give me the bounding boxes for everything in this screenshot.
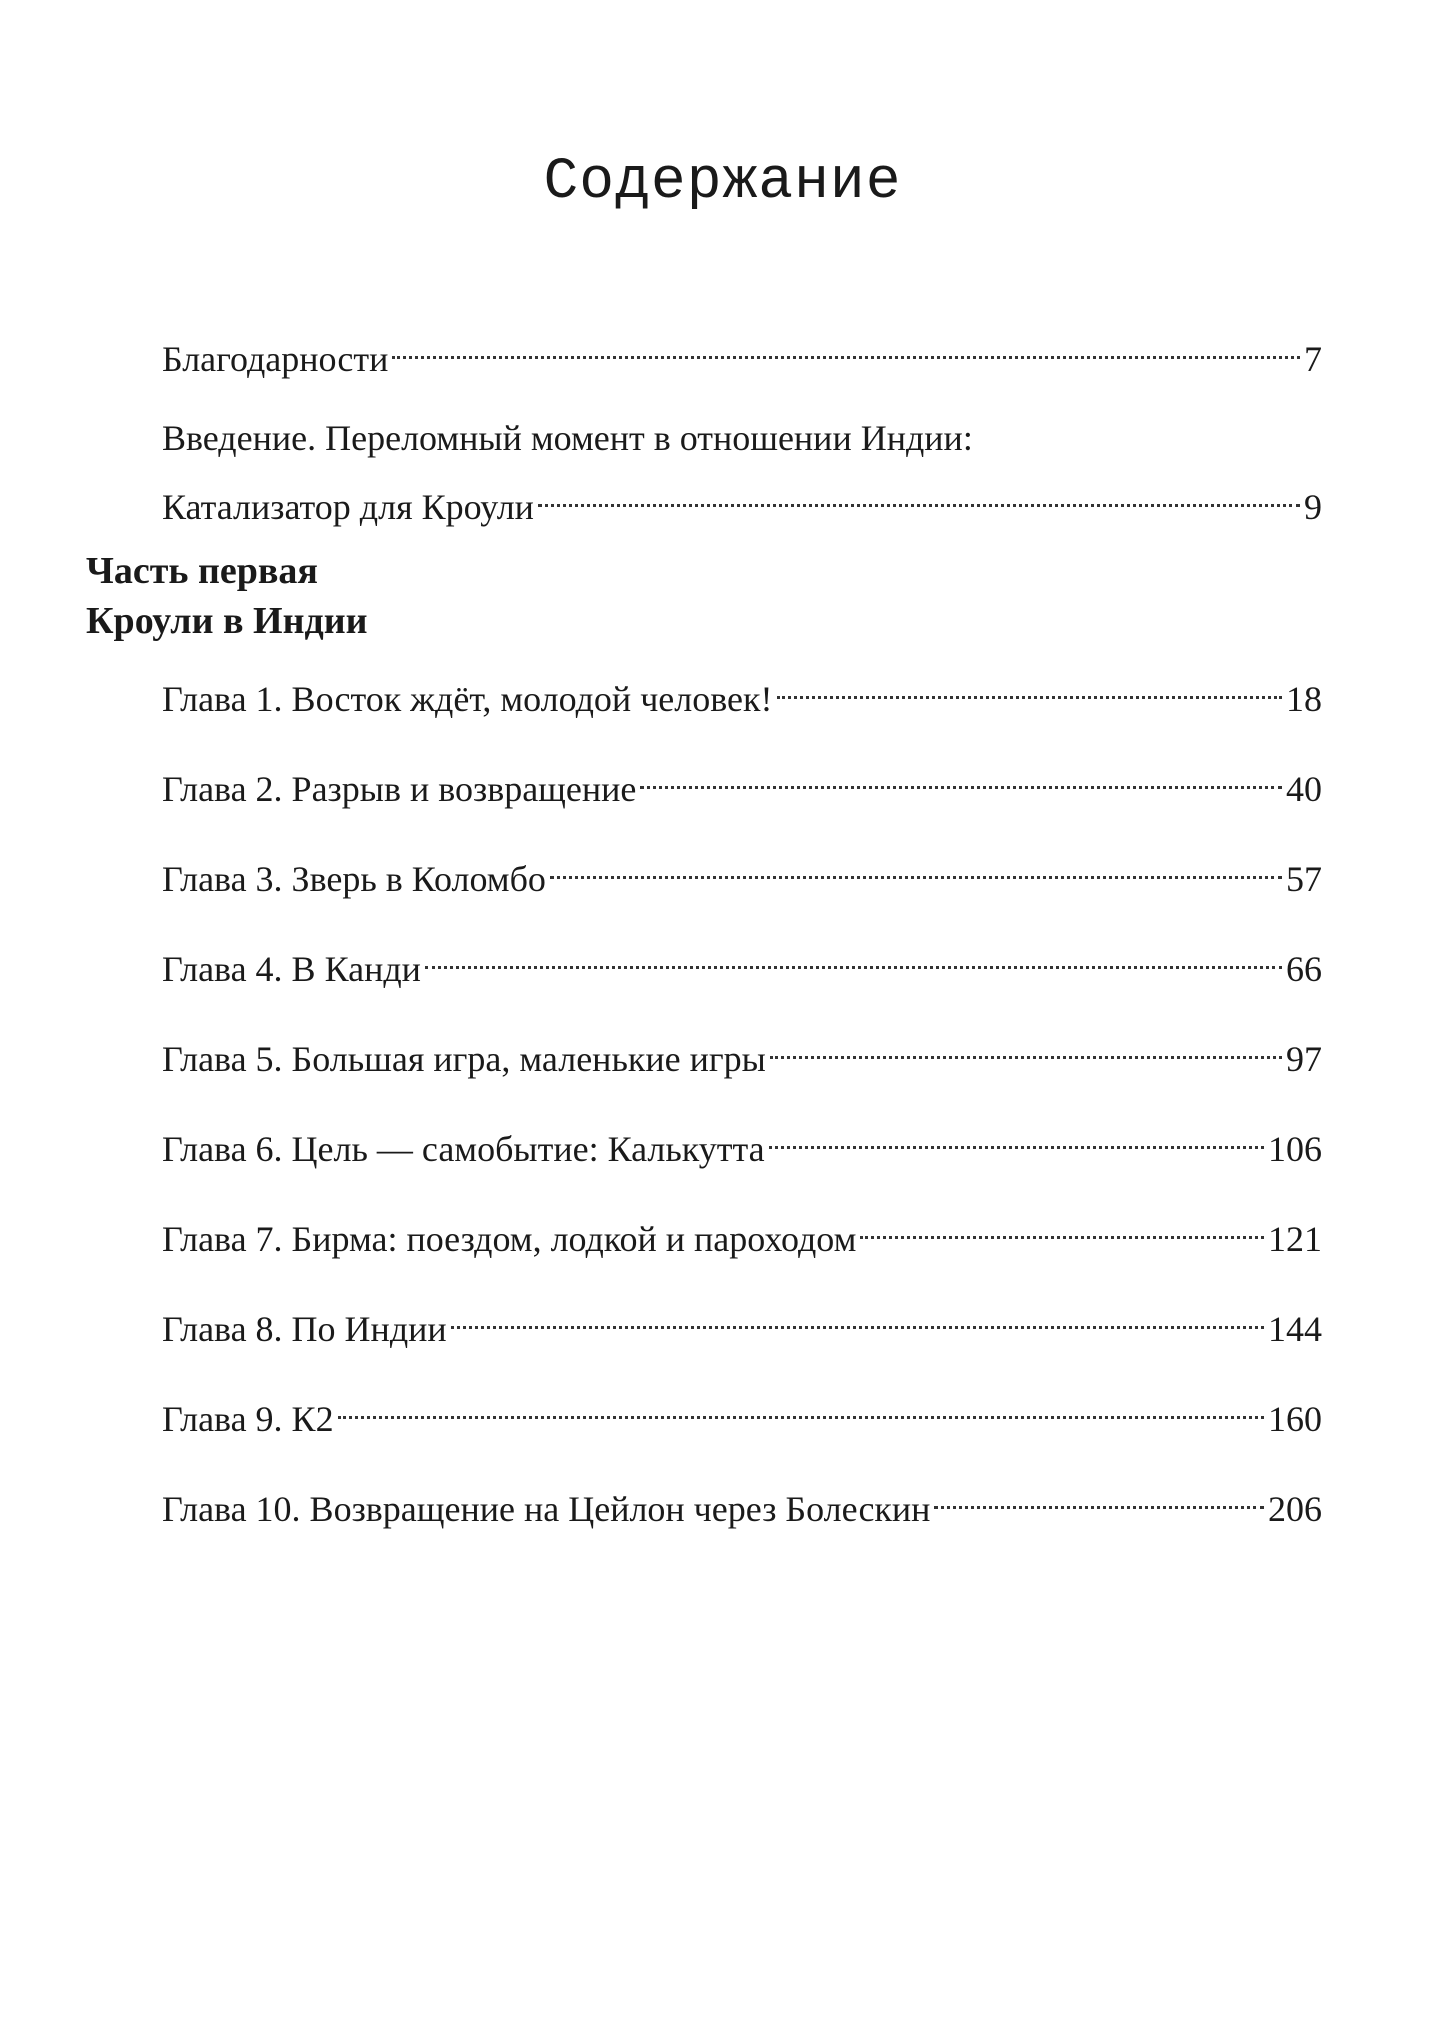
toc-entry-chapter[interactable]	[162, 665, 1322, 722]
toc-entry-label: Глава 2. Разрыв и возвращение	[162, 769, 637, 809]
page-title: Содержание	[543, 150, 902, 215]
toc-entry-label: Глава 1. Восток ждёт, молодой человек!	[162, 679, 773, 719]
toc-entry-page: 66	[1286, 949, 1322, 989]
toc-entry-page: 106	[1268, 1129, 1322, 1169]
toc-entry-introduction[interactable]	[162, 415, 1322, 530]
toc-entry-chapter[interactable]	[162, 935, 1322, 992]
toc-entry-label: Глава 7. Бирма: поездом, лодкой и пароходом	[162, 1219, 857, 1259]
toc-entry-label: Глава 5. Большая игра, маленькие игры	[162, 1039, 766, 1079]
dot-leader	[777, 665, 1283, 711]
toc-entry-chapter[interactable]	[162, 1025, 1322, 1082]
toc-entry-page: 97	[1286, 1039, 1322, 1079]
toc-entry-label: Глава 9. К2	[162, 1399, 334, 1439]
toc-entry-chapter[interactable]	[162, 845, 1322, 902]
part-number: Часть первая	[86, 550, 318, 592]
toc-entry-page: 40	[1286, 769, 1322, 809]
toc-entry-page: 144	[1268, 1309, 1322, 1349]
toc-entry-chapter[interactable]	[162, 1205, 1322, 1262]
toc-entry-chapter[interactable]	[162, 1295, 1322, 1352]
toc-entry-chapter[interactable]	[162, 1385, 1322, 1442]
dot-leader	[425, 935, 1282, 981]
toc-entry-label: Глава 6. Цель — самобытие: Калькутта	[162, 1129, 765, 1169]
toc-entry-label: Глава 8. По Индии	[162, 1309, 447, 1349]
toc-entry-label: Глава 10. Возвращение на Цейлон через Болескин	[162, 1489, 931, 1529]
toc-entry-acknowledgements[interactable]	[162, 325, 1322, 382]
toc-entry-page: 9	[1304, 487, 1322, 527]
toc-entry-label: Глава 3. Зверь в Коломбо	[162, 859, 546, 899]
toc-entry-label-line2: Катализатор для Кроули	[162, 487, 534, 527]
part-heading	[86, 546, 368, 646]
dot-leader	[770, 1025, 1282, 1071]
toc-entry-page: 57	[1286, 859, 1322, 899]
dot-leader	[392, 325, 1300, 371]
toc-entry-chapter[interactable]	[162, 1475, 1322, 1532]
dot-leader	[640, 755, 1282, 801]
dot-leader	[769, 1115, 1264, 1161]
toc-entry-chapter[interactable]	[162, 755, 1322, 812]
toc-entry-page: 160	[1268, 1399, 1322, 1439]
part-title: Кроули в Индии	[86, 600, 368, 642]
toc-entry-page: 121	[1268, 1219, 1322, 1259]
dot-leader	[451, 1295, 1264, 1341]
dot-leader	[550, 845, 1282, 891]
toc-entry-chapter[interactable]	[162, 1115, 1322, 1172]
toc-entry-page: 18	[1286, 679, 1322, 719]
dot-leader	[860, 1205, 1264, 1251]
dot-leader	[538, 473, 1300, 519]
dot-leader	[934, 1475, 1264, 1521]
toc-entry-page: 206	[1268, 1489, 1322, 1529]
toc-entry-label: Благодарности	[162, 339, 389, 379]
toc-entry-label: Введение. Переломный момент в отношении Индии:	[162, 418, 973, 458]
dot-leader	[338, 1385, 1264, 1431]
toc-entry-page: 7	[1304, 339, 1322, 379]
toc-entry-label: Глава 4. В Канди	[162, 949, 421, 989]
